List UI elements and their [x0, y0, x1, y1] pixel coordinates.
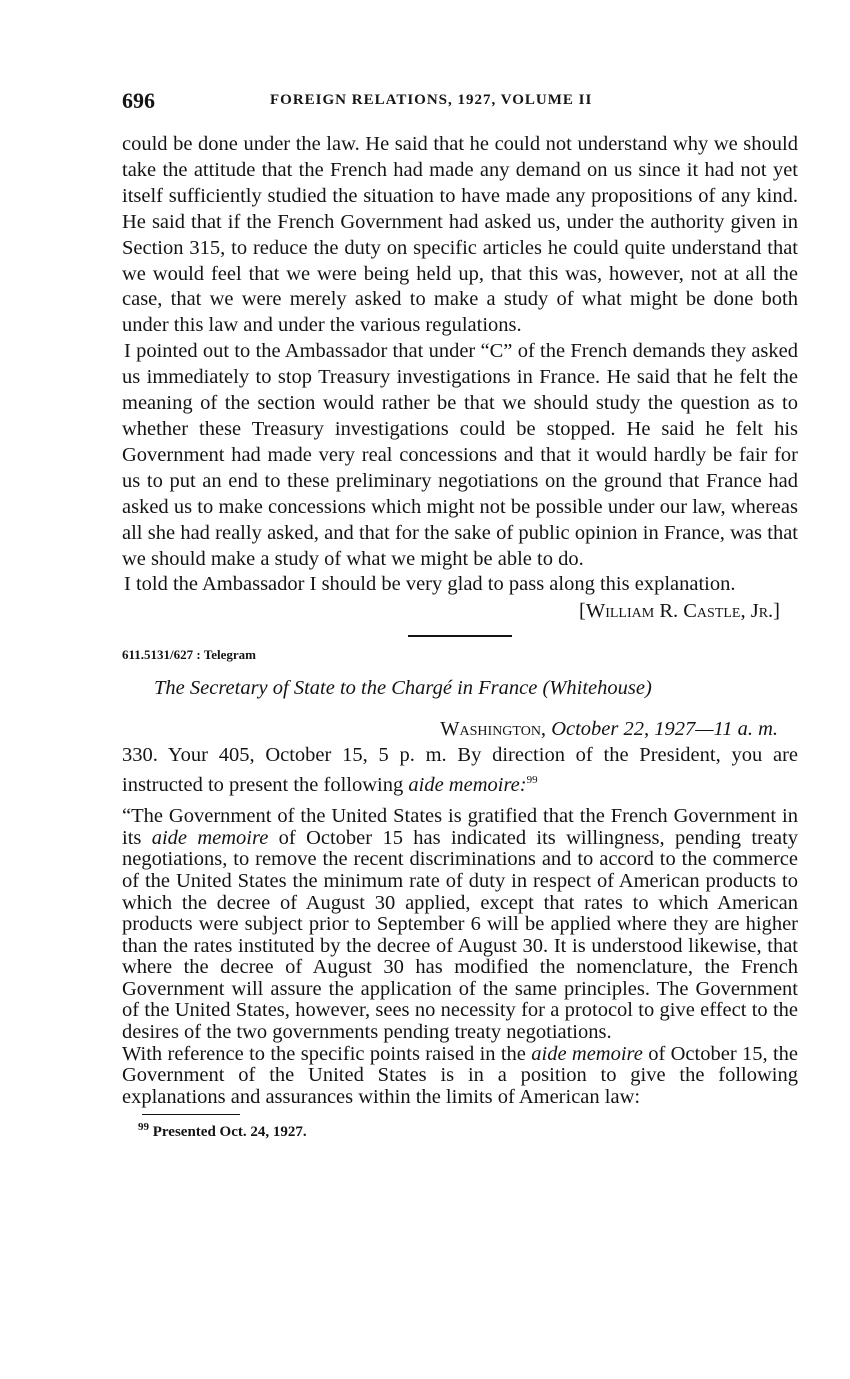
aide-memoire-quote	[122, 806, 798, 1108]
quote-paragraph-1	[122, 806, 798, 1044]
quote-paragraph-2	[122, 1044, 798, 1109]
quote-p2-text-a: With reference to the specific points raised in the	[122, 1042, 526, 1065]
file-number: 611.5131/627 : Telegram	[122, 647, 256, 663]
telegram-intro-text: 330. Your 405, October 15, 5 p. m. By direction of the President, you are instructed to present the following	[122, 744, 798, 797]
section-divider	[408, 635, 512, 637]
quote-p1-text-a: “The Government of the United States is gratified that the French Government in its	[122, 805, 798, 849]
telegram-intro	[122, 743, 798, 798]
memorandum-body	[122, 132, 798, 598]
page-header	[122, 88, 798, 118]
footnote-divider	[142, 1114, 240, 1115]
quote-p2-text-b: of October 15, the Government of the United States is in a position to give the following explanations and assurances within the limits of American law:	[122, 1042, 798, 1108]
quote-p2-italic: aide memoire	[531, 1042, 643, 1065]
paragraph-1: could be done under the law. He said that he could not understand why we should take the attitude that the French had made any demand on us since it had not yet itself sufficiently studied the situation to have made any propositions of any kind. He said that if the French Government had asked us, under the authority given in Section 315, to reduce the duty on specific articles he could quite understand that we would feel that we were being held up, that this was, however, not at all the case, that we were merely asked to make a study of what might be done both under this law and under the various regulations.	[122, 133, 798, 337]
page-number: 696	[122, 88, 155, 113]
telegram-intro-italic: aide memoire:	[408, 774, 527, 797]
quote-p1-italic: aide memoire	[151, 826, 269, 849]
document-title: The Secretary of State to the Chargé in France (Whitehouse)	[154, 677, 652, 700]
document-page	[122, 88, 798, 1141]
paragraph-3: I told the Ambassador I should be very glad to pass along this explanation.	[124, 573, 736, 596]
paragraph-2: I pointed out to the Ambassador that under “C” of the French demands they asked us immediately to stop Treasury investigations in France. He said that he felt the meaning of the section would rather be that we should study the question as to whether these Treasury investigations could be stopped. He said he felt his Government had made very real concessions and that it would hardly be fair for us to put an end to these preliminary negotiations on the ground that France had asked us to make concessions which might not be possible under our law, whereas all she had really asked, and that for the sake of public opinion in France, was that we should make a study of what we might be able to do.	[122, 340, 798, 570]
footnote-reference: 99	[526, 774, 538, 787]
footnote-text: Presented Oct. 24, 1927.	[152, 1124, 307, 1141]
dateline-date: October 22, 1927—11 a. m.	[551, 718, 778, 741]
signature: [William R. Castle, Jr.]	[579, 600, 780, 623]
footnote-marker: 99	[138, 1121, 149, 1134]
footnote	[122, 1121, 798, 1141]
running-title: FOREIGN RELATIONS, 1927, VOLUME II	[270, 92, 593, 108]
quote-p1-text-b: of October 15 has indicated its willingness, pending treaty negotiations, to remove the recent discriminations and to accord to the commerce of the United States the minimum rate of duty in respect of American products to which the decree of August 30 applied, except that rates to which American products were subject prior to September 6 will be applied where they are higher than the rates instituted by the decree of August 30. It is understood likewise, that where the decree of August 30 has modified the nomenclature, the French Government will assure the application of the same principles. The Government of the United States, however, sees no necessity for a protocol to give effect to the desires of the two governments pending treaty negotiations.	[122, 826, 799, 1044]
dateline	[122, 718, 798, 741]
dateline-place: Washington,	[440, 718, 547, 741]
